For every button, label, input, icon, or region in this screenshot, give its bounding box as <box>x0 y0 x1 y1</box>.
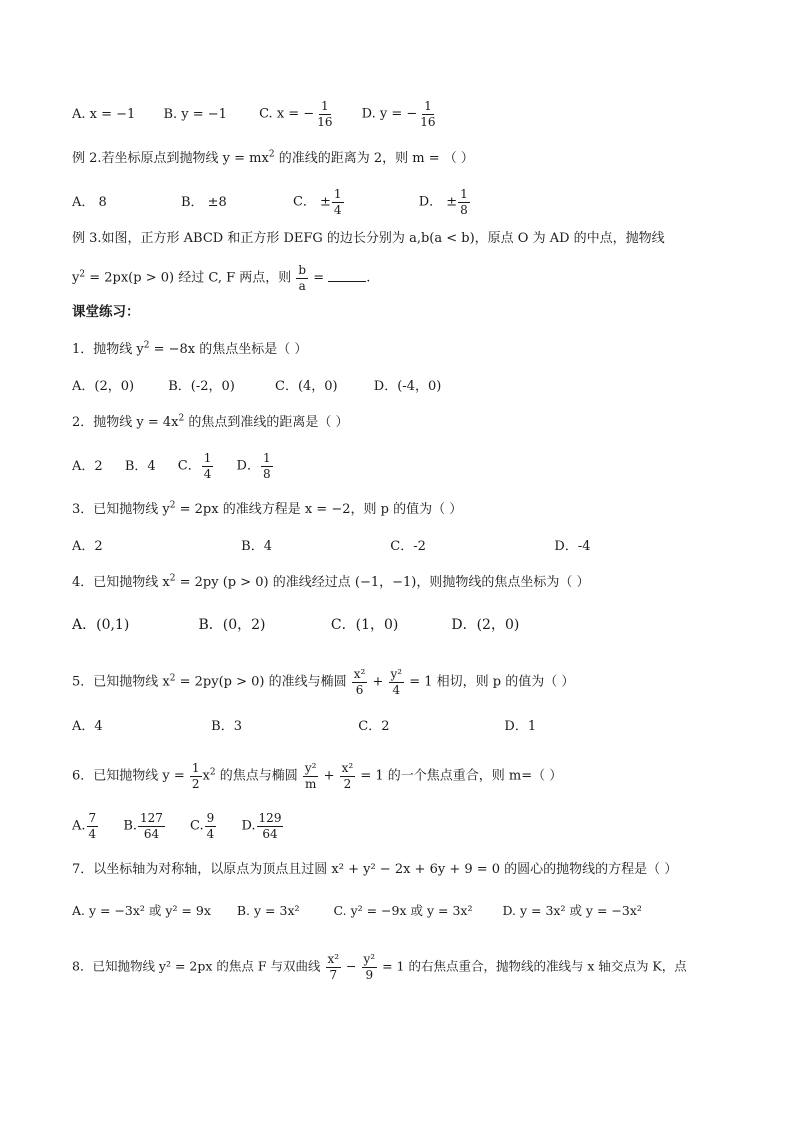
q6-option-a <box>72 812 99 840</box>
q8-fraction-1 <box>326 953 342 981</box>
q2-option-d-prefix: D． <box>236 458 260 474</box>
q7-option-d: D. y = 3x² 或 y = −3x² <box>502 903 642 919</box>
fraction-denominator: a <box>298 278 306 293</box>
q6-fraction-0 <box>190 762 202 790</box>
q0-option-c-prefix: C. x = − <box>259 106 315 122</box>
fraction-numerator: 129 <box>258 811 282 825</box>
fraction-denominator: 4 <box>333 202 342 217</box>
q5-option-c: C．2 <box>358 719 390 734</box>
q2-options <box>72 452 754 480</box>
q1-option-b: B．(-2，0) <box>168 379 235 394</box>
fraction-numerator: 1 <box>262 451 271 465</box>
ex2-options <box>72 188 754 216</box>
superscript: 2 <box>178 413 185 424</box>
q6-option-c-prefix: C. <box>190 818 204 834</box>
q1-stem-tail: = −8x 的焦点坐标是（ ） <box>149 342 308 357</box>
q3-options <box>72 540 754 553</box>
plus-sign: + <box>319 768 339 784</box>
fraction-numerator: x² <box>353 667 366 681</box>
ex2-prompt: 例 2.若坐标原点到抛物线 y = mx <box>72 151 269 166</box>
q4-option-c: C．(1，0) <box>330 617 399 633</box>
fraction-denominator: 7 <box>329 967 338 982</box>
q2-option-c <box>178 452 215 480</box>
q2-option-d-fraction <box>261 452 273 480</box>
ex2-option-d-fraction <box>458 188 470 216</box>
fraction-denominator: 16 <box>317 114 333 129</box>
q7-stem: 7．以坐标轴为对称轴，以原点为顶点且过圆 x² + y² − 2x + 6y + 9 = 0 的圆心的抛物线的方程是（ ） <box>72 862 678 877</box>
ex2-option-c-fraction <box>332 188 344 216</box>
q2-option-b: B．4 <box>124 458 156 474</box>
ex3-line2-mid: = 2px(p > 0) 经过 C, F 两点，则 <box>85 270 292 286</box>
ex2-option-a: A． 8 <box>72 194 107 210</box>
fraction-denominator: 4 <box>203 466 212 481</box>
q2-option-c-prefix: C． <box>177 458 201 474</box>
q5-option-d: D．1 <box>504 719 537 734</box>
q4-option-b: B．(0，2) <box>198 617 266 633</box>
q5-stem-mid: = 2py(p > 0) 的准线与椭圆 <box>175 674 351 690</box>
q2-option-a: A．2 <box>72 458 103 474</box>
q0-option-b: B. y = −1 <box>163 106 227 122</box>
q5-fraction-2 <box>389 668 405 696</box>
q5-stem <box>72 668 754 696</box>
fraction-numerator: 1 <box>321 99 329 113</box>
q0-option-d-fraction <box>418 100 437 128</box>
fraction-numerator: 7 <box>88 811 97 825</box>
q3-stem <box>72 500 754 517</box>
fraction-numerator: 1 <box>191 761 200 775</box>
fraction-denominator: 16 <box>420 114 436 129</box>
q6-option-b-prefix: B. <box>123 818 137 834</box>
ex3-line2-tail: = <box>309 270 329 286</box>
q6-fraction-2 <box>340 762 356 790</box>
q5-stem-pre: 5．已知抛物线 x <box>72 674 170 690</box>
q3-option-b: B．4 <box>241 539 272 554</box>
plus-sign: + <box>368 674 388 690</box>
fraction-denominator: 4 <box>206 826 215 841</box>
q8-stem-pre: 8．已知抛物线 y² = 2px 的焦点 F 与双曲线 <box>72 958 325 974</box>
q4-stem-tail: = 2py (p > 0) 的准线经过点 (−1，−1)，则抛物线的焦点坐标为（ ） <box>175 575 590 590</box>
fraction-denominator: 8 <box>262 466 271 481</box>
q2-stem-pre: 2．抛物线 y = 4x <box>72 415 179 430</box>
q6-option-d-prefix: D. <box>241 818 256 834</box>
ex2-option-c-prefix: C． ± <box>292 194 331 210</box>
fraction-numerator: 1 <box>333 187 342 201</box>
ex3-end: . <box>366 270 371 286</box>
fraction-numerator: y² <box>304 761 317 775</box>
q6-option-b-fraction <box>138 812 165 840</box>
fraction-denominator: 9 <box>365 967 374 982</box>
fraction-numerator: y² <box>363 952 376 966</box>
fraction-denominator: 64 <box>262 826 278 841</box>
q4-options <box>72 618 754 632</box>
q0-option-a: A. x = −1 <box>72 106 136 122</box>
fraction-denominator: 64 <box>143 826 160 841</box>
q0-options <box>72 100 754 128</box>
ex2-prompt-tail: 的准线的距离为 2，则 m = （ ） <box>274 151 474 166</box>
q8-fraction-2 <box>362 953 378 981</box>
q7-options <box>72 905 754 918</box>
fraction-numerator: x² <box>327 952 340 966</box>
q5-fraction-1 <box>352 668 368 696</box>
section-title: 课堂练习： <box>72 304 140 320</box>
q3-stem-tail: = 2px 的准线方程是 x = −2，则 p 的值为（ ） <box>175 502 463 517</box>
q5-option-a: A．4 <box>72 719 103 734</box>
q4-option-a: A．(0,1) <box>72 617 130 633</box>
q2-option-d <box>237 452 274 480</box>
q0-option-c-fraction <box>315 100 334 128</box>
superscript: 2 <box>169 673 176 684</box>
fraction-denominator: 2 <box>343 776 352 791</box>
ex2-option-c <box>293 188 345 216</box>
ex3-line2 <box>72 264 754 292</box>
q2-option-c-fraction <box>202 452 214 480</box>
q8-stem-tail: = 1 的右焦点重合，抛物线的准线与 x 轴交点为 K，点 <box>378 958 687 974</box>
q7-option-c: C. y² = −9x 或 y = 3x² <box>333 903 473 919</box>
fraction-numerator: 1 <box>424 99 432 113</box>
fraction-denominator: 6 <box>355 682 364 697</box>
q3-option-c: C．-2 <box>390 539 426 554</box>
fraction-denominator: 4 <box>88 826 97 841</box>
q7-option-a: A. y = −3x² 或 y² = 9x <box>72 903 211 919</box>
answer-blank <box>328 269 366 282</box>
ex3-line2-pre: y <box>72 270 80 286</box>
q6-option-d <box>241 812 284 840</box>
q6-option-b <box>123 812 166 840</box>
fraction-numerator: 1 <box>203 451 212 465</box>
ex2-option-b: B． ±8 <box>180 194 227 210</box>
q6-option-c <box>190 812 217 840</box>
q6-stem-x: x <box>202 768 210 784</box>
q6-fraction-1 <box>303 762 319 790</box>
q0-option-d <box>362 100 439 128</box>
q3-stem-pre: 3．已知抛物线 y <box>72 502 170 517</box>
q4-stem <box>72 573 754 590</box>
q6-options <box>72 812 754 840</box>
fraction-denominator: 4 <box>392 682 401 697</box>
fraction-numerator: x² <box>341 761 354 775</box>
superscript: 2 <box>79 269 86 280</box>
q5-option-b: B．3 <box>211 719 242 734</box>
fraction-denominator: m <box>304 776 317 791</box>
ex2-option-d <box>419 188 471 216</box>
q1-option-a: A．(2，0) <box>72 379 135 394</box>
fraction-numerator: 1 <box>460 187 468 201</box>
q1-stem <box>72 340 754 357</box>
q8-stem <box>72 953 754 981</box>
q6-stem-tail: = 1 的一个焦点重合，则 m=（ ） <box>356 768 563 784</box>
q1-option-c: C．(4，0) <box>275 379 338 394</box>
fraction-numerator: 127 <box>140 811 163 825</box>
q7-option-b: B. y = 3x² <box>236 903 300 919</box>
q0-option-c <box>259 100 335 128</box>
q2-stem <box>72 413 754 430</box>
q3-option-d: D．-4 <box>554 539 591 554</box>
q6-option-a-fraction <box>87 812 99 840</box>
q4-stem-pre: 4．已知抛物线 x <box>72 575 170 590</box>
superscript: 2 <box>209 767 216 778</box>
q1-stem-pre: 1．抛物线 y <box>72 342 144 357</box>
fraction-numerator: y² <box>390 667 403 681</box>
q6-stem-mid: 的焦点与椭圆 <box>215 768 302 784</box>
q2-stem-tail: 的焦点到准线的距离是（ ） <box>184 415 349 430</box>
minus-sign: − <box>342 958 361 974</box>
q1-options <box>72 380 754 393</box>
superscript: 2 <box>268 149 275 160</box>
q6-stem-pre: 6．已知抛物线 y = <box>72 768 189 784</box>
fraction-numerator: 9 <box>206 811 215 825</box>
ex3-line1: 例 3.如图，正方形 ABCD 和正方形 DEFG 的边长分别为 a,b(a < b)，原点 O 为 AD 的中点，抛物线 <box>72 231 665 246</box>
q1-option-d: D．(-4，0) <box>373 379 442 394</box>
q6-option-a-prefix: A. <box>72 818 86 834</box>
q3-option-a: A．2 <box>72 539 103 554</box>
q5-stem-tail: = 1 相切，则 p 的值为（ ） <box>405 674 575 690</box>
fraction-denominator: 2 <box>191 776 200 791</box>
q6-stem <box>72 762 754 790</box>
q6-option-d-fraction <box>257 812 284 840</box>
superscript: 2 <box>143 340 150 351</box>
ex2-option-d-prefix: D． ± <box>418 194 458 210</box>
superscript: 2 <box>169 573 176 584</box>
ex2-stem <box>72 149 754 166</box>
q0-option-d-prefix: D. y = − <box>361 106 418 122</box>
q4-option-d: D．(2，0) <box>451 617 520 633</box>
superscript: 2 <box>169 500 176 511</box>
q6-option-c-fraction <box>205 812 217 840</box>
fraction-denominator: 8 <box>460 202 468 217</box>
q5-options <box>72 720 754 733</box>
fraction-numerator: b <box>298 263 307 277</box>
ex3-fraction <box>296 264 308 292</box>
